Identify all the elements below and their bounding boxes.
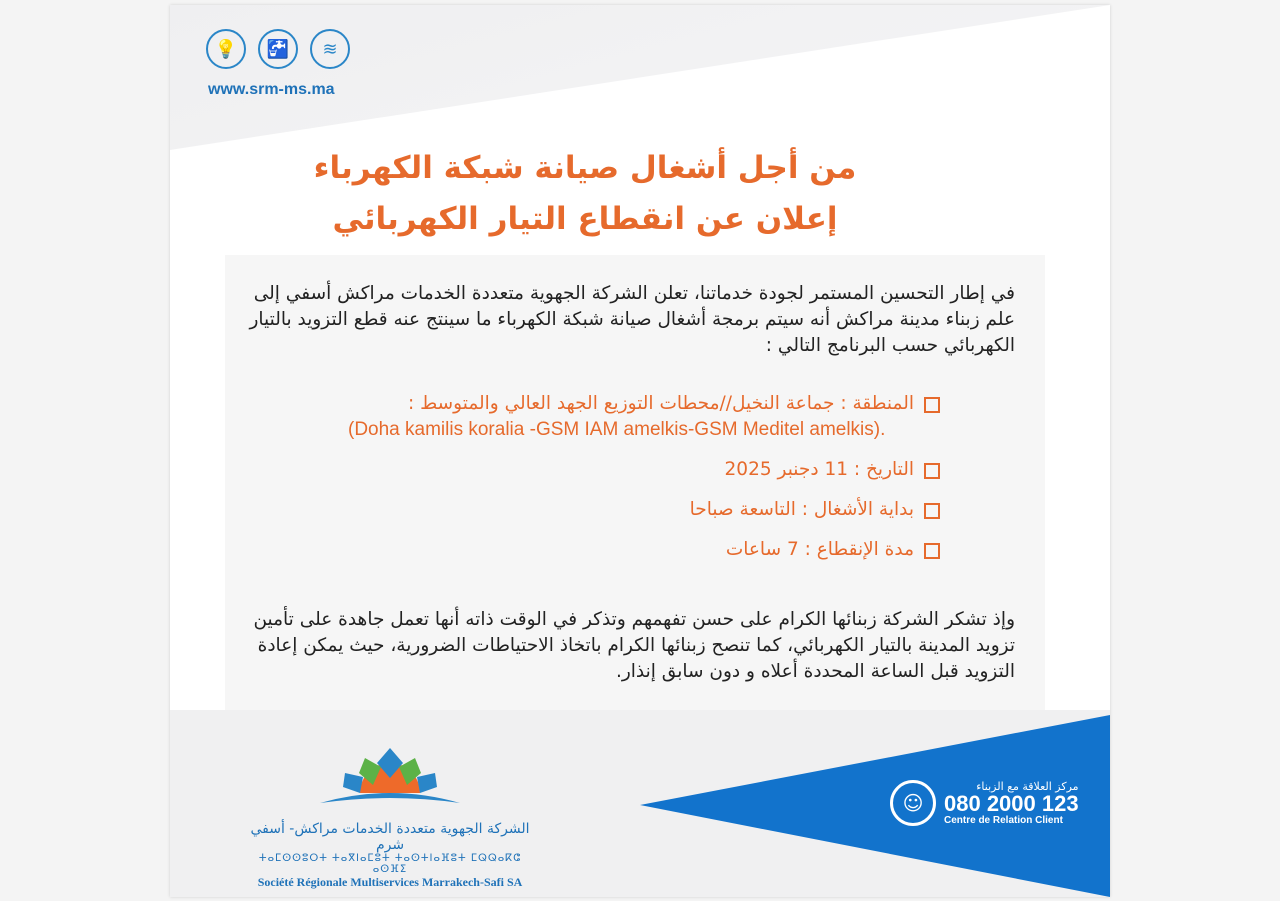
- water-tap-icon: 🚰: [258, 29, 298, 69]
- hotline-arabic-label: مركز العلاقة مع الزبناء: [976, 780, 1079, 793]
- checkbox-bullet-icon: [924, 543, 940, 559]
- checkbox-bullet-icon: [924, 503, 940, 519]
- service-icons: [206, 29, 350, 69]
- start-text: بداية الأشغال : التاسعة صباحا: [689, 499, 914, 520]
- logo-emblem-icon: [315, 743, 465, 813]
- list-item-zone: [320, 391, 940, 443]
- company-logo: [240, 743, 540, 890]
- list-item-duration: [320, 537, 940, 563]
- list-item-date: [320, 457, 940, 483]
- schedule-list: [320, 391, 940, 577]
- logo-tifinagh-name: ⵜⴰⵎⵙⵙⵓⵔⵜ ⵜⴰⴳⵏⴰⵎⵓⵜ ⵜⴰⵙⵜⵏⴰⴼⵓⵜ ⵎⵕⵕⴰⴽⵛ ⴰⵙⴼⵉ: [258, 853, 522, 875]
- zone-text: المنطقة : جماعة النخيل//محطات التوزيع الجهد العالي والمتوسط :: [408, 393, 914, 414]
- list-item-start: [320, 497, 940, 523]
- date-text: التاريخ : 11 دجنبر 2025: [724, 459, 914, 480]
- support-agent-icon: ☺: [890, 780, 936, 826]
- hotline-french-label: Centre de Relation Client: [944, 815, 1063, 826]
- checkbox-bullet-icon: [924, 397, 940, 413]
- hotline-number: 080 2000 123: [944, 791, 1079, 816]
- announcement-page: [170, 5, 1110, 897]
- sanitation-pipe-icon: ≋: [310, 29, 350, 69]
- lightbulb-icon: 💡: [206, 29, 246, 69]
- intro-paragraph: في إطار التحسين المستمر لجودة خدماتنا، تعلن الشركة الجهوية متعددة الخدمات مراكش أسفي إلى علم زبناء مدينة مراكش أنه سيتم برمجة أشغال صيانة شبكة الكهرباء ما سينتج عنه قطع التزويد بالتيار الكهربائي حسب البرنامج التالي :: [249, 283, 1015, 356]
- checkbox-bullet-icon: [924, 463, 940, 479]
- zone-stations: (Doha kamilis koralia -GSM IAM amelkis-GSM Meditel amelkis).: [348, 419, 886, 440]
- duration-text: مدة الإنقطاع : 7 ساعات: [725, 539, 914, 560]
- logo-arabic-name: الشركة الجهوية متعددة الخدمات مراكش- أسفي شرم: [250, 821, 530, 853]
- logo-french-name: Société Régionale Multiservices Marrakech-Safi SA: [257, 875, 523, 889]
- customer-hotline: [890, 780, 1079, 826]
- title-line-2: إعلان عن انقطاع التيار الكهربائي: [332, 201, 838, 237]
- website-url: www.srm-ms.ma: [208, 81, 335, 98]
- closing-paragraph: وإذ تشكر الشركة زبنائها الكرام على حسن تفهمهم وتذكر في الوقت ذاته أنها تعمل جاهدة على تأمين تزويد المدينة بالتيار الكهربائي، كما تنصح زبنائها الكرام باتخاذ الاحتياطات الضرورية، حيث يمكن إعادة التزويد قبل الساعة المحددة أعلاه و دون سابق إنذار.: [253, 609, 1015, 682]
- title-line-1: من أجل أشغال صيانة شبكة الكهرباء: [313, 150, 857, 186]
